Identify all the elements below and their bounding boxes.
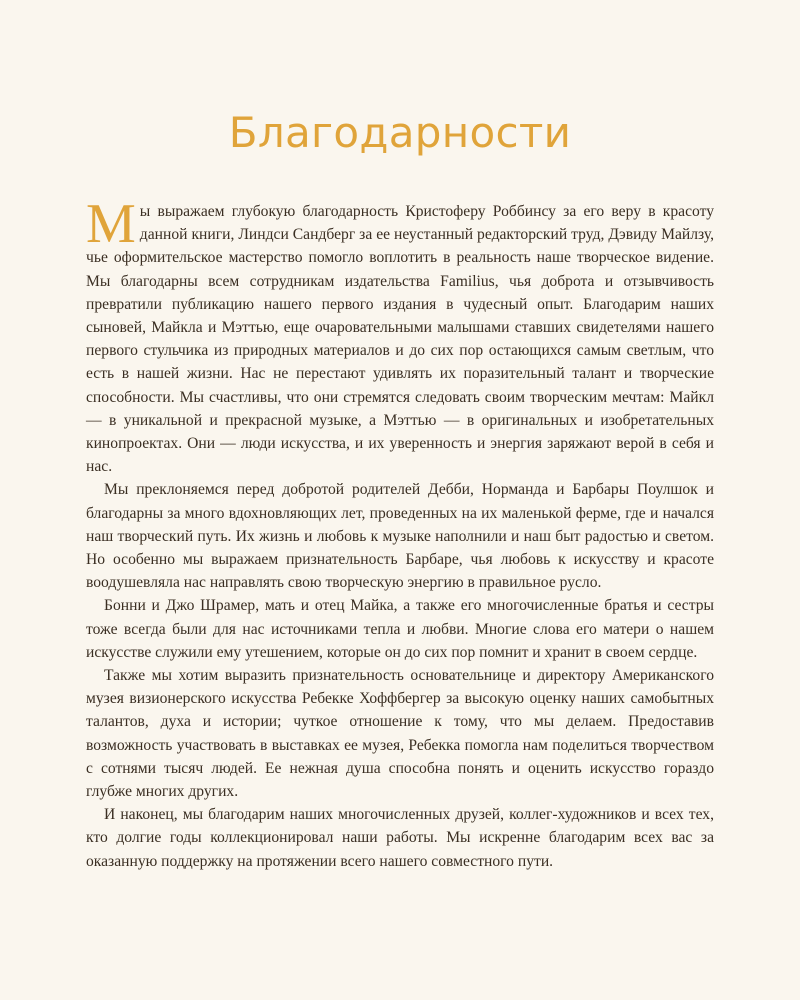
- acknowledgments-text: [86, 193, 714, 873]
- page-title: Благодарности: [228, 108, 572, 157]
- paragraph-2: Мы преклоняемся перед добротой родителей Дебби, Норманда и Барбары Поулшок и благодарны за много вдохновляющих лет, проведенных на их маленькой ферме, где и начался наш творческий путь. Их жизнь и любовь к музыке наполнили и наш быт радостью и светом. Но особенно мы выражаем признательность Барбаре, чья любовь к искусству и красоте воодушевляла нас направлять свою творческую энергию в правильное русло.: [86, 481, 714, 592]
- drop-cap: М: [86, 193, 136, 255]
- paragraph-3: Бонни и Джо Шрамер, мать и отец Майка, а также его многочисленные братья и сестры тоже всегда были для нас источниками тепла и любви. Многие слова его матери о нашем искусстве служили ему утешением, которые он до сих пор помнит и хранит в своем сердце.: [86, 597, 714, 661]
- paragraph-4: Также мы хотим выразить признательность основательнице и директору Американского музея визионерского искусства Ребекке Хоффбергер за высокую оценку наших самобытных талантов, духа и истории; чуткое отношение к тому, что мы делаем. Предоставив возможность участвовать в выставках ее музея, Ребекка помогла нам поделиться творчеством с сотнями тысяч людей. Ее нежная душа способна понять и оценить искусство гораздо глубже многих других.: [86, 667, 714, 801]
- paragraph-1-text: ы выражаем глубокую благодарность Кристоферу Роббинсу за его веру в красоту данной книги, Линдси Сандберг за ее неустанный редакторский труд, Дэвиду Майлзу, чье оформительское мастерство помогло воплотить в реальность наше творческое видение. Мы благодарны всем сотрудникам издательства Familius, чья доброта и отзывчивость превратили публикацию нашего первого издания в чудесный опыт. Благодарим наших сыновей, Майкла и Мэттью, еще очаровательными малышами ставших свидетелями нашего первого стульчика из природных материалов и до сих пор остающихся самым светлым, что есть в нашей жизни. Нас не перестают удивлять их поразительный талант и творческие способности. Мы счастливы, что они стремятся следовать своим творческим мечтам: Майкл — в уникальной и прекрасной музыке, а Мэттью — в оригинальных и изобретательных кинопроектах. Они — люди искусства, и их уверенность и энергия заряжают верой в себя и нас.: [86, 203, 714, 476]
- paragraph-1: [86, 193, 714, 478]
- paragraph-5: И наконец, мы благодарим наших многочисленных друзей, коллег-художников и всех тех, кто долгие годы коллекционировал наши работы. Мы искренне благодарим всех вас за оказанную поддержку на протяжении всего нашего совместного пути.: [86, 806, 714, 870]
